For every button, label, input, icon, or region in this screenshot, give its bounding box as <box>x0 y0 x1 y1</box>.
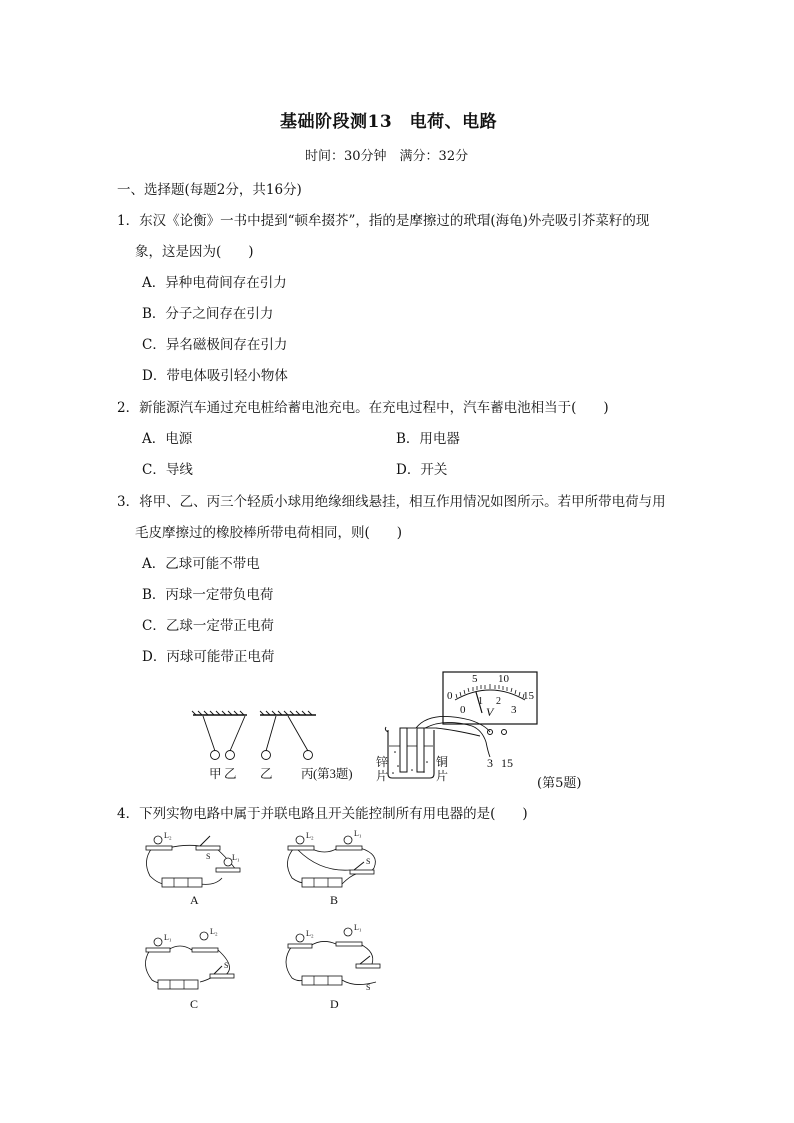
circuit-d <box>280 920 390 1010</box>
copper-plate <box>417 728 424 772</box>
zinc-label-1: 锌 <box>376 755 389 769</box>
circuit-label-b: B <box>330 893 339 907</box>
scale-bottom-3: 3 <box>511 704 517 716</box>
zinc-plate <box>400 728 407 772</box>
circuit-a <box>140 826 250 906</box>
battery-icon <box>302 976 342 985</box>
q2-option-c[interactable]: C．导线 <box>142 462 193 478</box>
battery-icon <box>162 878 202 887</box>
q5-figure-caption: (第5题) <box>537 776 582 791</box>
ball-label-bing: 丙 <box>301 767 314 781</box>
page-title: 基础阶段测13 电荷、电路 <box>280 112 498 132</box>
beaker <box>388 730 434 778</box>
ball-label-jia: 甲 <box>209 767 222 781</box>
scale-bottom-0: 0 <box>460 704 466 716</box>
battery-icon <box>158 980 198 989</box>
question-3-stem-cont: 毛皮摩擦过的橡胶棒所带电荷相同，则( ) <box>135 525 403 541</box>
question-1-stem-cont: 象，这是因为( ) <box>135 244 254 260</box>
lamp-label: L₁ <box>354 829 362 838</box>
question-4-stem: 4．下列实物电路中属于并联电路且开关能控制所有用电器的是( ) <box>117 806 528 822</box>
question-1-stem: 1．东汉《论衡》一书中提到“顿牟掇芥”，指的是摩擦过的玳瑁(海龟)外壳吸引芥菜籽的现 <box>117 213 650 229</box>
q3-option-c[interactable]: C．乙球一定带正电荷 <box>142 618 274 634</box>
terminal-15: 15 <box>501 756 513 770</box>
section-heading: 一、选择题(每题2分，共16分) <box>117 182 302 198</box>
circuit-c <box>140 920 250 1010</box>
terminal-3: 3 <box>487 756 493 770</box>
switch-label: S <box>366 983 371 992</box>
switch-label: S <box>206 852 211 861</box>
scale-top-10: 10 <box>498 673 509 685</box>
scale-top-15: 15 <box>523 690 534 702</box>
lamp-label: L₁ <box>354 923 362 932</box>
q3-option-a[interactable]: A．乙球可能不带电 <box>142 556 260 572</box>
q2-option-d[interactable]: D．开关 <box>396 462 448 478</box>
q2-option-b[interactable]: B．用电器 <box>396 431 460 447</box>
battery-icon <box>302 878 342 887</box>
q1-option-c[interactable]: C．异名磁极间存在引力 <box>142 337 288 353</box>
circuit-label-c: C <box>190 997 199 1011</box>
q3-figure-caption: (第3题) <box>313 767 353 781</box>
lamp-label: L₂ <box>164 831 172 840</box>
scale-bottom-2: 2 <box>496 696 501 707</box>
scale-bottom-1: 1 <box>478 696 483 707</box>
q1-option-a[interactable]: A．异种电荷间存在引力 <box>142 275 287 291</box>
copper-label-2: 片 <box>436 769 449 783</box>
circuit-label-a: A <box>190 893 199 907</box>
question-3-stem: 3．将甲、乙、丙三个轻质小球用绝缘细线悬挂，相互作用情况如图所示。若甲所带电荷与用 <box>117 494 666 510</box>
question-2-stem: 2．新能源汽车通过充电桩给蓄电池充电。在充电过程中，汽车蓄电池相当于( ) <box>117 400 609 416</box>
q3-option-d[interactable]: D．丙球可能带正电荷 <box>142 649 275 665</box>
exam-info: 时间：30分钟 满分：32分 <box>305 149 469 164</box>
q1-option-b[interactable]: B．分子之间存在引力 <box>142 306 274 322</box>
lamp-label: L₂ <box>306 929 314 938</box>
copper-label-1: 铜 <box>436 755 449 769</box>
circuit-b <box>280 826 390 906</box>
q5-figure <box>360 670 560 790</box>
lamp-label: L₂ <box>306 831 314 840</box>
scale-top-0: 0 <box>447 690 453 702</box>
q2-option-a[interactable]: A．电源 <box>142 431 193 447</box>
q3-option-b[interactable]: B．丙球一定带负电荷 <box>142 587 274 603</box>
ball-label-yi: 乙 <box>224 767 237 781</box>
meter-letter: V <box>486 705 494 719</box>
lamp-label: L₂ <box>210 927 218 936</box>
q1-option-d[interactable]: D．带电体吸引轻小物体 <box>142 368 288 384</box>
circuit-label-d: D <box>330 997 339 1011</box>
scale-top-5: 5 <box>472 673 478 685</box>
zinc-label-2: 片 <box>376 769 389 783</box>
switch-label: S <box>224 961 229 970</box>
lamp-label: L₁ <box>164 933 172 942</box>
switch-label: S <box>366 857 371 866</box>
lamp-label: L₁ <box>232 853 240 862</box>
ball-label-yi-2: 乙 <box>260 767 273 781</box>
